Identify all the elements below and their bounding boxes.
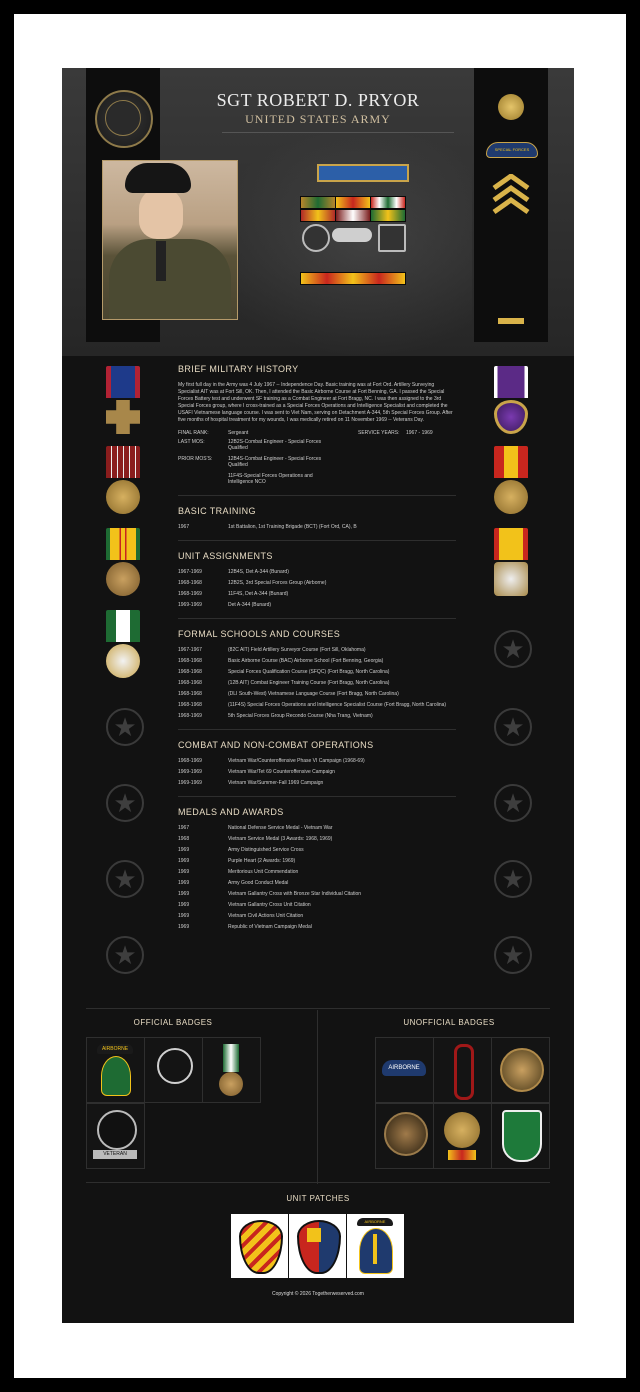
marksmanship-badge-icon (302, 224, 330, 252)
star-emblem-icon: ★ (494, 630, 532, 668)
eagle-veteran-badge (375, 1103, 434, 1169)
expert-badge-icon (378, 224, 406, 252)
list-item: 1969 Vietnam Gallantry Cross Unit Citation (178, 902, 311, 908)
sf-airborne-patch: AIRBORNE (347, 1214, 404, 1278)
star-emblem-icon: ★ (494, 784, 532, 822)
coin-badge (491, 1037, 550, 1103)
list-item: 1968-1968 (DLI South-West) Vietnamese Language Course (Fort Bragg, North Carolina) (178, 691, 399, 697)
soldier-portrait (102, 160, 238, 320)
star-emblem-icon: ★ (106, 784, 144, 822)
prior-mos-label: PRIOR MOS'S: (178, 456, 213, 462)
list-item: 1968-1968 12B2S, 3rd Special Forces Group (Airborne) (178, 580, 327, 586)
main-content (178, 364, 456, 935)
list-item: 1968-1968 (11F4S) Special Forces Operations and Intelligence Specialist Course (Fort Bragg, North Carolina) (178, 702, 447, 708)
footer-copyright: Copyright © 2026 Togetherweserved.com (272, 1291, 364, 1297)
list-item: 1967-1967 (82C AIT) Field Artillery Surveyor Course (Fort Sill, Oklahoma) (178, 647, 366, 653)
us-insignia-icon (498, 94, 524, 120)
list-item: 1968-1968 Basic Airborne Course (BAC) Airborne School (Fort Benning, Georgia) (178, 658, 384, 664)
star-emblem-icon: ★ (106, 936, 144, 974)
last-mos-label: LAST MOS: (178, 439, 205, 445)
airborne-tab-badge: AIRBORNE (375, 1037, 434, 1103)
schools-title: FORMAL SCHOOLS AND COURSES (178, 629, 341, 639)
list-item: 1967 1st Battalion, 1st Training Brigade (BCT) (Fort Ord, CA), B (178, 524, 357, 530)
star-emblem-icon: ★ (494, 936, 532, 974)
list-item: 1968-1968 Special Forces Qualification Course (SFQC) (Fort Bragg, North Carolina) (178, 669, 390, 675)
medals-title: MEDALS AND AWARDS (178, 807, 284, 817)
gallantry-cross-icon (494, 528, 528, 596)
national-defense-medal-icon (494, 446, 528, 514)
unit-assignments-title: UNIT ASSIGNMENTS (178, 551, 273, 561)
service-pin-badge (433, 1103, 492, 1169)
airborne-sf-badge: AIRBORNE (86, 1037, 145, 1103)
list-item: 1967-1969 12B4S, Det A-344 (Bunard) (178, 569, 289, 575)
section-divider (178, 729, 456, 730)
history-title: BRIEF MILITARY HISTORY (178, 364, 299, 374)
good-conduct-medal-icon (106, 446, 140, 514)
service-bar-icon (498, 318, 524, 324)
section-divider (178, 495, 456, 496)
special-forces-tab-icon: SPECIAL FORCES (486, 142, 538, 158)
list-item: 1969-1969 Det A-344 (Bunard) (178, 602, 272, 608)
final-rank-value: Sergeant (228, 430, 249, 436)
unit-patches-title: UNIT PATCHES (286, 1194, 350, 1203)
list-item: 1968 Vietnam Service Medal (3 Awards: 1968, 1969) (178, 836, 333, 842)
distinguished-service-cross-icon (106, 366, 140, 434)
star-emblem-icon: ★ (106, 860, 144, 898)
branch-name: UNITED STATES ARMY (245, 112, 391, 126)
civil-actions-medal-icon (106, 610, 140, 678)
unofficial-badges-title: UNOFFICIAL BADGES (403, 1018, 495, 1027)
last-mos-value: 12B2S-Combat Engineer - Special Forces Qualified (228, 439, 322, 451)
right-emblem-column (474, 68, 548, 342)
green-shield-badge (491, 1103, 550, 1169)
cord-badge (433, 1037, 492, 1103)
army-veteran-badge: VETERAN (86, 1103, 145, 1169)
final-rank-label: FINAL RANK: (178, 430, 209, 436)
service-years-label: SERVICE YEARS: (358, 430, 400, 436)
section-divider (178, 540, 456, 541)
list-item: 1968-1969 11F4S, Det A-344 (Bunard) (178, 591, 289, 597)
list-item: 1969 Army Distinguished Service Cross (178, 847, 304, 853)
list-item: 1969 Vietnam Civil Actions Unit Citation (178, 913, 304, 919)
basic-training-title: BASIC TRAINING (178, 506, 256, 516)
list-item: 1969 Vietnam Gallantry Cross with Bronze Star Individual Citation (178, 891, 362, 897)
star-emblem-icon: ★ (106, 708, 144, 746)
prior-mos-value-2: 11F4S-Special Forces Operations and Intelligence NCO (228, 473, 313, 485)
shadow-box-plaque (62, 68, 574, 1323)
list-item: 1969-1969 Vietnam War/Summer-Fall 1969 Campaign (178, 780, 324, 786)
purple-heart-icon (494, 366, 528, 434)
list-item: 1969-1969 Vietnam War/Tet 69 Counteroffensive Campaign (178, 769, 335, 775)
list-item: 1967 National Defense Service Medal - Vietnam War (178, 825, 333, 831)
section-divider (178, 618, 456, 619)
soldier-background-image (202, 128, 472, 358)
list-item: 1968-1968 (12B AIT) Combat Engineer Training Course (Fort Bragg, North Carolina) (178, 680, 390, 686)
sergeant-chevrons-icon (492, 174, 530, 218)
list-item: 1969 Republic of Vietnam Campaign Medal (178, 924, 312, 930)
army-seal-icon (95, 90, 153, 148)
list-item: 1969 Purple Heart (2 Awards: 1969) (178, 858, 296, 864)
star-emblem-icon: ★ (494, 708, 532, 746)
prior-mos-value-1: 12B4S-Combat Engineer - Special Forces Qualified (228, 456, 322, 468)
medal-badge (202, 1037, 261, 1103)
star-emblem-icon: ★ (494, 860, 532, 898)
list-item: 1969 Army Good Conduct Medal (178, 880, 289, 886)
3rd-sf-patch (289, 1214, 346, 1278)
operations-title: COMBAT AND NON-COMBAT OPERATIONS (178, 740, 374, 750)
5th-sf-patch (231, 1214, 288, 1278)
list-item: 1968-1969 5th Special Forces Group Recondo Course (Nha Trang, Vietnam) (178, 713, 373, 719)
badges-section (62, 1008, 574, 1178)
official-badges-title: OFFICIAL BADGES (133, 1018, 213, 1027)
list-item: 1968-1969 Vietnam War/Counteroffensive Phase VI Campaign (1968-69) (178, 758, 365, 764)
list-item: 1969 Meritorious Unit Commendation (178, 869, 299, 875)
history-text: My first full day in the Army was 4 July 1967 -- Independence Day. Basic training was at Fort Ord. Artillery Surveying Specialist AIT was at Fort Sill, OK. Then, I attended the Basic Airborne Course at Fort Benning, GA. I passed the Special Forces Battery test and underwent SF training as a Combat Engineer at Fort Bragg, NC. I was then assigned to the 3rd Special Forces group, where I cross-trained as a Special Forces Operations and Intelligence Specialist and completed the USAFI Vietnamese language course. I was sent to Viet Nam, serving on Detachment A-344, 5th Special Forces Group. After five months of hospital treatment for my wounds, I was medically retired on 11 November 1969 -- Veterans Day. (178, 382, 453, 423)
sf-crest-badge (144, 1037, 203, 1103)
service-years-value: 1967 - 1969 (406, 430, 433, 436)
soldier-name: SGT ROBERT D. PRYOR (216, 90, 420, 110)
title-divider (222, 132, 454, 133)
hero-banner (62, 68, 574, 356)
section-divider (178, 796, 456, 797)
parachutist-wings-icon (332, 228, 372, 242)
vietnam-service-medal-icon (106, 528, 140, 596)
